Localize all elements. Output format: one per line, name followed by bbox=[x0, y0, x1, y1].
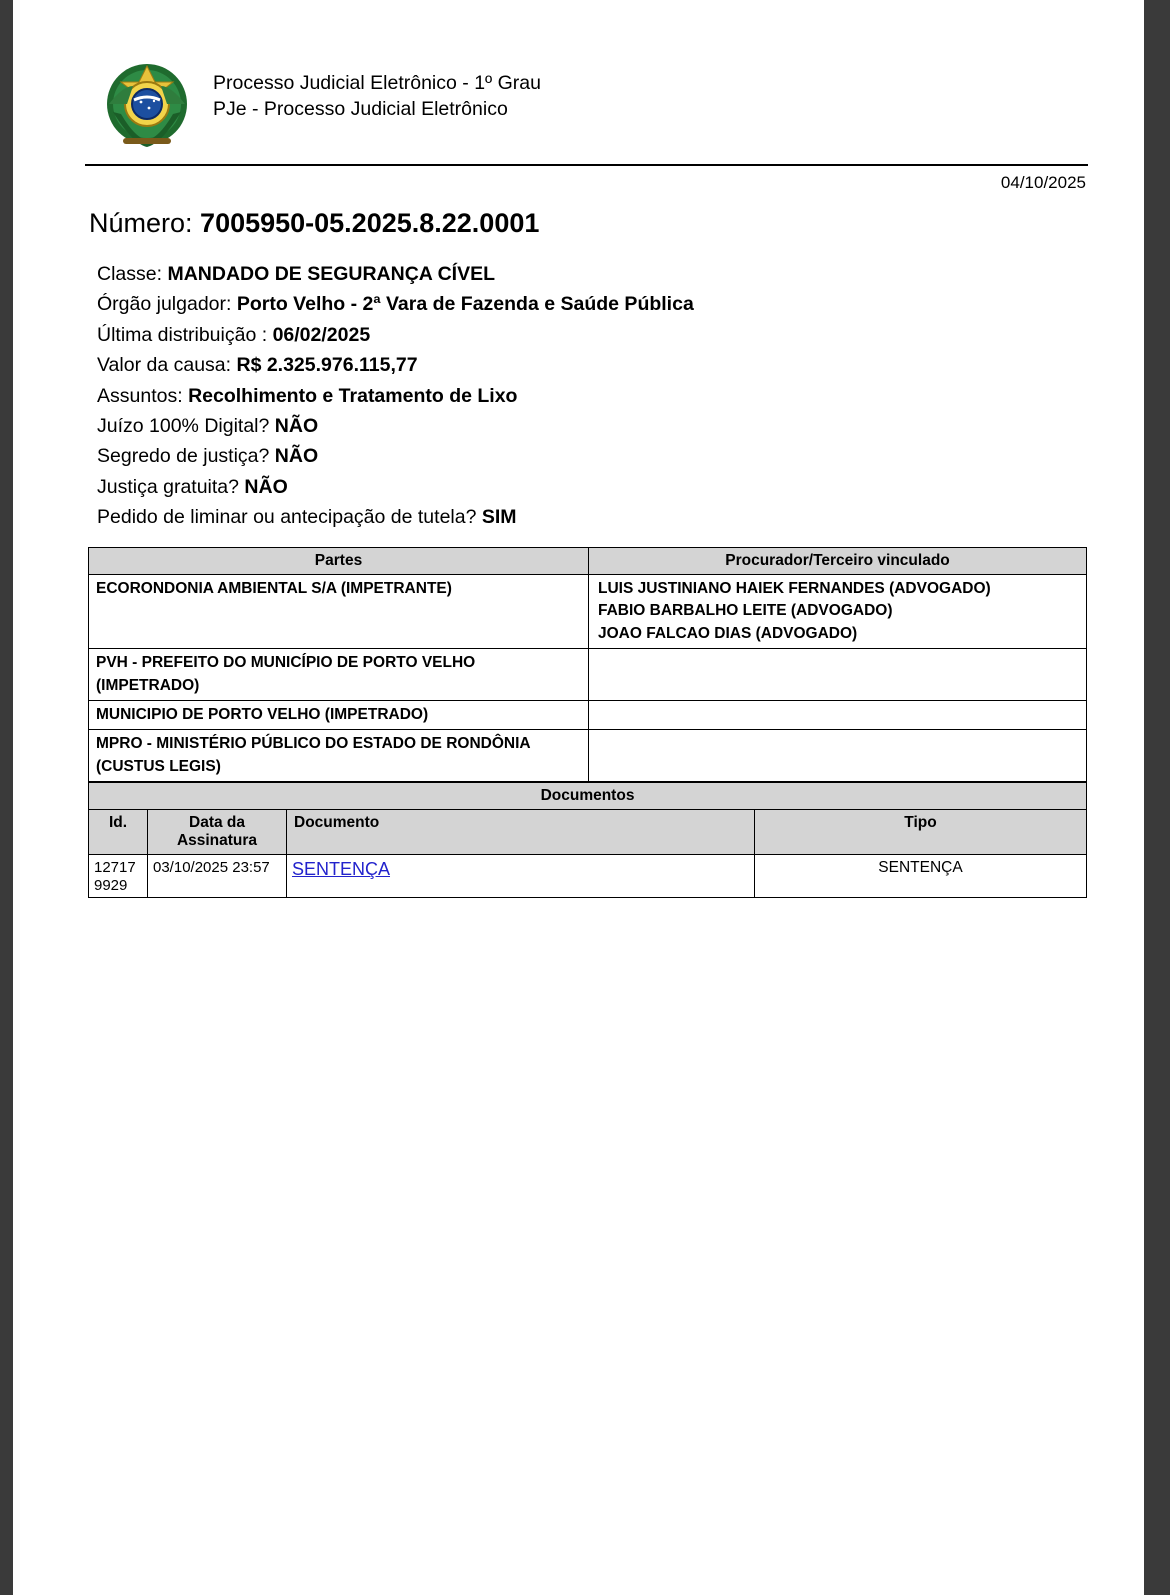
info-value-orgao-julgador: Porto Velho - 2ª Vara de Fazenda e Saúde Pública bbox=[236, 293, 694, 316]
info-label-assuntos: Assuntos: bbox=[97, 384, 183, 407]
tipo-column-header: Tipo bbox=[755, 810, 1087, 855]
info-label-classe: Classe: bbox=[97, 263, 163, 285]
process-info-list bbox=[85, 259, 1088, 533]
procurador-item: LUIS JUSTINIANO HAIEK FERNANDES (ADVOGADO) bbox=[598, 579, 991, 597]
info-value-assuntos: Recolhimento e Tratamento de Lixo bbox=[188, 384, 518, 407]
table-row bbox=[89, 649, 1087, 701]
table-row bbox=[89, 855, 1087, 897]
info-value-justica-gratuita: NÃO bbox=[244, 475, 288, 498]
documento-tipo-cell: SENTENÇA bbox=[755, 855, 1087, 897]
procurador-column-header: Procurador/Terceiro vinculado bbox=[589, 547, 1087, 574]
numero-value: 7005950-05.2025.8.22.0001 bbox=[200, 208, 540, 238]
procurador-item: JOAO FALCAO DIAS (ADVOGADO) bbox=[598, 624, 858, 642]
procurador-cell bbox=[589, 574, 1087, 648]
info-row-classe bbox=[97, 259, 1088, 289]
table-row bbox=[89, 730, 1087, 782]
header-title-line2: PJe - Processo Judicial Eletrônico bbox=[213, 98, 508, 121]
documentos-table-header-row bbox=[89, 810, 1087, 855]
info-label-juizo-digital: Juízo 100% Digital? bbox=[97, 415, 270, 438]
procurador-cell bbox=[589, 730, 1087, 782]
numero-label: Número: bbox=[89, 208, 193, 238]
documento-link[interactable]: SENTENÇA bbox=[292, 859, 391, 880]
info-row-assuntos bbox=[97, 381, 1088, 411]
procurador-cell bbox=[589, 701, 1087, 730]
info-row-ultima-distribuicao bbox=[97, 320, 1088, 350]
info-label-pedido-liminar: Pedido de liminar ou antecipação de tutela? bbox=[97, 506, 477, 529]
header-divider bbox=[85, 164, 1088, 166]
info-value-ultima-distribuicao: 06/02/2025 bbox=[272, 323, 371, 346]
document-date: 04/10/2025 bbox=[1000, 173, 1086, 192]
info-label-segredo-justica: Segredo de justiça? bbox=[97, 445, 270, 468]
partes-table bbox=[88, 547, 1087, 783]
info-value-segredo-justica: NÃO bbox=[274, 445, 319, 468]
info-value-juizo-digital: NÃO bbox=[274, 415, 319, 438]
parte-cell: MPRO - MINISTÉRIO PÚBLICO DO ESTADO DE RONDÔNIA (CUSTUS LEGIS) bbox=[89, 730, 589, 782]
documentos-section-title: Documentos bbox=[89, 783, 1087, 810]
document-page bbox=[13, 0, 1144, 1595]
brasao-republica-icon bbox=[103, 52, 191, 152]
header-titles bbox=[213, 52, 541, 123]
partes-column-header: Partes bbox=[89, 547, 589, 574]
parte-cell: PVH - PREFEITO DO MUNICÍPIO DE PORTO VELHO (IMPETRADO) bbox=[89, 649, 589, 701]
document-header bbox=[85, 52, 1088, 152]
documentos-table bbox=[88, 782, 1087, 897]
info-row-segredo-justica bbox=[97, 441, 1088, 471]
info-label-valor-causa: Valor da causa: bbox=[97, 354, 232, 377]
id-column-header: Id. bbox=[89, 810, 148, 855]
info-value-valor-causa: R$ 2.325.976.115,77 bbox=[236, 354, 418, 377]
info-value-pedido-liminar: SIM bbox=[481, 506, 517, 529]
procurador-item: FABIO BARBALHO LEITE (ADVOGADO) bbox=[598, 602, 893, 620]
table-row bbox=[89, 701, 1087, 730]
data-assinatura-column-header: Data da Assinatura bbox=[148, 810, 287, 855]
info-row-valor-causa bbox=[97, 350, 1088, 380]
page-title bbox=[85, 208, 1088, 239]
documento-data-cell: 03/10/2025 23:57 bbox=[148, 855, 287, 897]
parte-cell: MUNICIPIO DE PORTO VELHO (IMPETRADO) bbox=[89, 701, 589, 730]
info-label-ultima-distribuicao: Última distribuição : bbox=[97, 323, 268, 346]
info-label-justica-gratuita: Justiça gratuita? bbox=[97, 475, 239, 498]
procurador-cell bbox=[589, 649, 1087, 701]
info-row-orgao-julgador bbox=[97, 289, 1088, 319]
info-row-justica-gratuita bbox=[97, 472, 1088, 502]
info-row-juizo-digital bbox=[97, 411, 1088, 441]
partes-table-header-row bbox=[89, 547, 1087, 574]
info-value-classe: MANDADO DE SEGURANÇA CÍVEL bbox=[167, 263, 495, 285]
info-label-orgao-julgador: Órgão julgador: bbox=[97, 293, 232, 316]
documentos-section-header-row bbox=[89, 783, 1087, 810]
documento-link-cell[interactable] bbox=[287, 855, 755, 897]
documento-column-header: Documento bbox=[287, 810, 755, 855]
documento-id-cell: 127179929 bbox=[89, 855, 148, 897]
header-title-line1: Processo Judicial Eletrônico - 1º Grau bbox=[213, 72, 541, 94]
info-row-pedido-liminar bbox=[97, 502, 1088, 532]
table-row bbox=[89, 574, 1087, 648]
parte-cell: ECORONDONIA AMBIENTAL S/A (IMPETRANTE) bbox=[89, 574, 589, 648]
